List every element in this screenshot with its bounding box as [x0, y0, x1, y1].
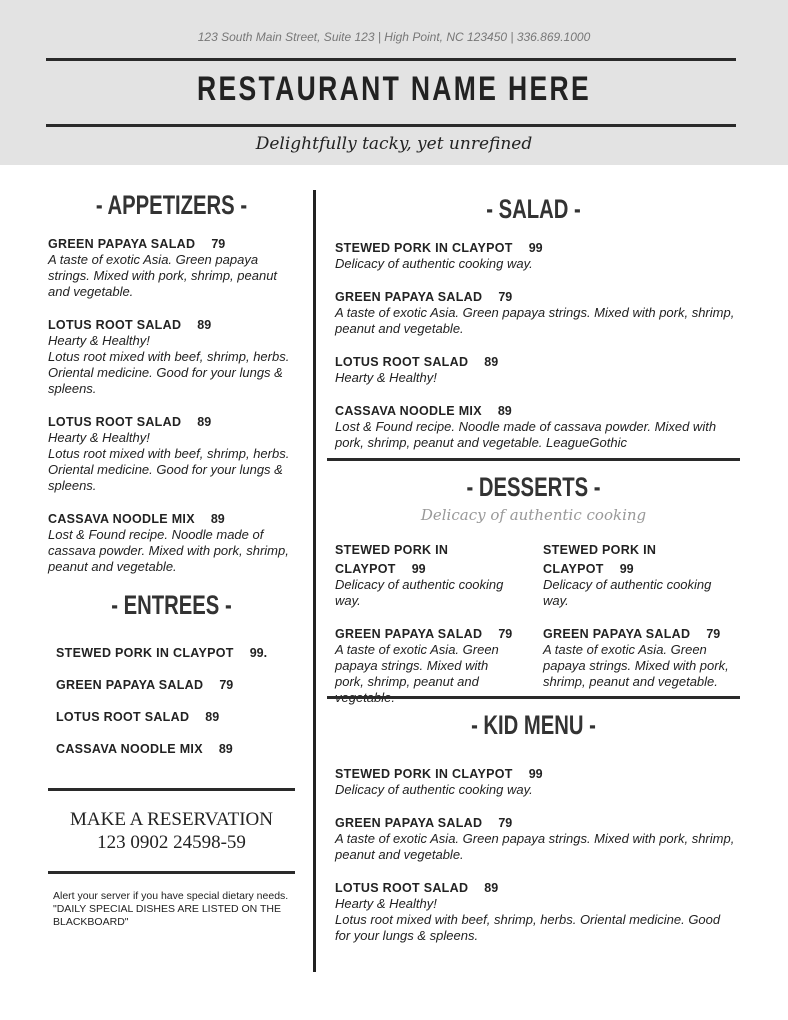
menu-item-description: Hearty & Healthy! — [335, 370, 437, 385]
menu-item-name: GREEN PAPAYA SALAD — [335, 290, 483, 304]
menu-item-name: GREEN PAPAYA SALAD — [56, 678, 204, 692]
menu-item — [335, 286, 735, 337]
menu-item — [543, 623, 733, 690]
menu-item-price: 79 — [498, 816, 513, 830]
reservation-block — [48, 808, 295, 854]
menu-item-header — [335, 877, 735, 896]
menu-item — [543, 539, 733, 609]
salad-list — [335, 237, 735, 465]
menu-item — [48, 411, 293, 494]
menu-item-description: A taste of exotic Asia. Green papaya strings. Mixed with pork, shrimp, peanut and vegetable. — [543, 642, 729, 689]
menu-item-header — [335, 812, 735, 831]
menu-item — [335, 237, 735, 272]
menu-item-price: 79 — [706, 627, 721, 641]
menu-item — [335, 351, 735, 386]
menu-item-name: LOTUS ROOT SALAD — [48, 415, 182, 429]
appetizers-list — [48, 233, 293, 589]
daily-special-note: "DAILY SPECIAL DISHES ARE LISTED ON THE BLACKBOARD" — [53, 903, 281, 928]
reservation-phone: 123 0902 24598-59 — [97, 832, 246, 853]
menu-item-price: 89 — [218, 742, 233, 756]
menu-item-name: STEWED PORK IN CLAYPOT — [543, 543, 657, 576]
menu-item-price: 99. — [249, 646, 268, 660]
kid-menu-title: - KID MENU - — [471, 710, 596, 740]
menu-item-header — [335, 539, 520, 577]
menu-item-price: 89 — [484, 881, 499, 895]
dietary-note-line: Alert your server if you have special dietary needs. — [53, 890, 289, 902]
menu-item-price: 89 — [210, 512, 225, 526]
menu-item-price: 79 — [211, 237, 226, 251]
menu-item-price: 89 — [197, 318, 212, 332]
menu-item — [335, 400, 735, 451]
menu-item-header — [335, 237, 735, 256]
menu-item — [335, 539, 520, 609]
menu-item-name: CASSAVA NOODLE MIX — [48, 512, 195, 526]
menu-item-header — [48, 508, 293, 527]
menu-item — [335, 763, 735, 798]
menu-item — [48, 508, 293, 575]
restaurant-name: RESTAURANT NAME HERE — [196, 70, 592, 108]
entree-item — [56, 646, 296, 678]
desserts-divider — [327, 696, 740, 699]
menu-item-header — [48, 411, 293, 430]
menu-header — [0, 0, 788, 165]
column-divider — [313, 190, 316, 972]
desserts-subtitle: Delicacy of authentic cooking — [420, 506, 647, 524]
menu-item — [48, 314, 293, 397]
menu-item-header — [335, 763, 735, 782]
header-divider-bottom — [46, 124, 736, 127]
menu-item-description: A taste of exotic Asia. Green papaya strings. Mixed with pork, shrimp, peanut and vegetable. — [335, 305, 735, 336]
menu-item-description: A taste of exotic Asia. Green papaya strings. Mixed with pork, shrimp, peanut and — [335, 642, 499, 689]
menu-item-header — [335, 351, 735, 370]
menu-item-name: LOTUS ROOT SALAD — [48, 318, 182, 332]
menu-item — [335, 812, 735, 863]
desserts-list-right — [543, 539, 733, 704]
menu-item-description: Lost & Found recipe. Noodle made of cassava powder. Mixed with pork, shrimp, peanut and vegetable. LeagueGothic — [335, 419, 717, 450]
menu-item-header — [543, 539, 733, 577]
menu-item-name: LOTUS ROOT SALAD — [56, 710, 190, 724]
menu-item-header — [543, 623, 733, 642]
menu-item-description: A taste of exotic Asia. Green papaya strings. Mixed with pork, shrimp, peanut and vegetable. — [48, 252, 278, 299]
appetizers-title: - APPETIZERS - — [95, 190, 248, 220]
menu-item-description: Delicacy of authentic cooking way. — [335, 782, 533, 797]
menu-item-price: 79 — [498, 290, 513, 304]
menu-item-header — [335, 400, 735, 419]
menu-item-description: Delicacy of authentic cooking way. — [335, 577, 504, 608]
entree-item — [56, 742, 296, 774]
menu-item-description: Delicacy of authentic cooking way. — [543, 577, 712, 608]
menu-item-header — [335, 286, 735, 305]
menu-item-price: 99 — [619, 562, 634, 576]
menu-item-name: GREEN PAPAYA SALAD — [335, 816, 483, 830]
reservation-divider-top — [48, 788, 295, 791]
menu-item-price: 89 — [197, 415, 212, 429]
menu-item-description: Delicacy of authentic cooking way. — [335, 256, 533, 271]
desserts-list-left — [335, 539, 520, 720]
menu-item-description: Lotus root mixed with beef, shrimp, herbs. Oriental medicine. Good for your lungs & spleens. — [335, 912, 721, 943]
menu-item-name: CASSAVA NOODLE MIX — [56, 742, 203, 756]
desserts-title: - DESSERTS - — [466, 472, 601, 502]
menu-item-description: Hearty & Healthy! — [48, 430, 150, 445]
menu-item-name: LOTUS ROOT SALAD — [335, 355, 469, 369]
entree-item — [56, 710, 296, 742]
menu-item-price: 99 — [411, 562, 426, 576]
menu-item-name: GREEN PAPAYA SALAD — [543, 627, 691, 641]
menu-item-description: Hearty & Healthy! — [48, 333, 150, 348]
menu-item-name: STEWED PORK IN CLAYPOT — [335, 543, 449, 576]
salad-title: - SALAD - — [486, 194, 581, 224]
menu-item-description: Lotus root mixed with beef, shrimp, herbs. Oriental medicine. Good for your lungs & spleens. — [48, 446, 290, 493]
menu-item-price: 89 — [484, 355, 499, 369]
menu-item-price: 99 — [528, 767, 543, 781]
menu-item-description: A taste of exotic Asia. Green papaya strings. Mixed with pork, shrimp, peanut and vegetable. — [335, 831, 735, 862]
menu-item-description: Lotus root mixed with beef, shrimp, herbs. Oriental medicine. Good for your lungs & spleens. — [48, 349, 290, 396]
menu-item-description: Hearty & Healthy! — [335, 896, 437, 911]
entrees-list — [56, 646, 296, 774]
menu-item-header — [335, 623, 520, 642]
menu-item-price: 89 — [497, 404, 512, 418]
menu-item — [335, 623, 520, 706]
reservation-label: MAKE A RESERVATION — [70, 809, 273, 830]
dietary-note — [53, 890, 293, 929]
menu-item — [48, 233, 293, 300]
menu-item-price: 79 — [498, 627, 513, 641]
menu-item-name: STEWED PORK IN CLAYPOT — [56, 646, 234, 660]
restaurant-address: 123 South Main Street, Suite 123 | High Point, NC 123450 | 336.869.1000 — [197, 30, 591, 44]
kid-menu-list — [335, 763, 735, 958]
menu-item-header — [48, 314, 293, 333]
menu-item-name: LOTUS ROOT SALAD — [335, 881, 469, 895]
menu-item-name: GREEN PAPAYA SALAD — [335, 627, 483, 641]
menu-item-name: GREEN PAPAYA SALAD — [48, 237, 196, 251]
entrees-title: - ENTREES - — [111, 590, 232, 620]
menu-item-name: STEWED PORK IN CLAYPOT — [335, 241, 513, 255]
salad-divider — [327, 458, 740, 461]
reservation-divider-bottom — [48, 871, 295, 874]
menu-item-price: 89 — [205, 710, 220, 724]
entree-item — [56, 678, 296, 710]
header-divider-top — [46, 58, 736, 61]
tagline: Delightfully tacky, yet unrefined — [255, 134, 533, 154]
menu-item-name: STEWED PORK IN CLAYPOT — [335, 767, 513, 781]
menu-item-name: CASSAVA NOODLE MIX — [335, 404, 482, 418]
menu-item — [335, 877, 735, 944]
menu-item-description: Lost & Found recipe. Noodle made of cassava powder. Mixed with pork, shrimp, peanut and vegetable. — [48, 527, 289, 574]
menu-item-price: 99 — [528, 241, 543, 255]
menu-item-price: 79 — [219, 678, 234, 692]
menu-item-header — [48, 233, 293, 252]
